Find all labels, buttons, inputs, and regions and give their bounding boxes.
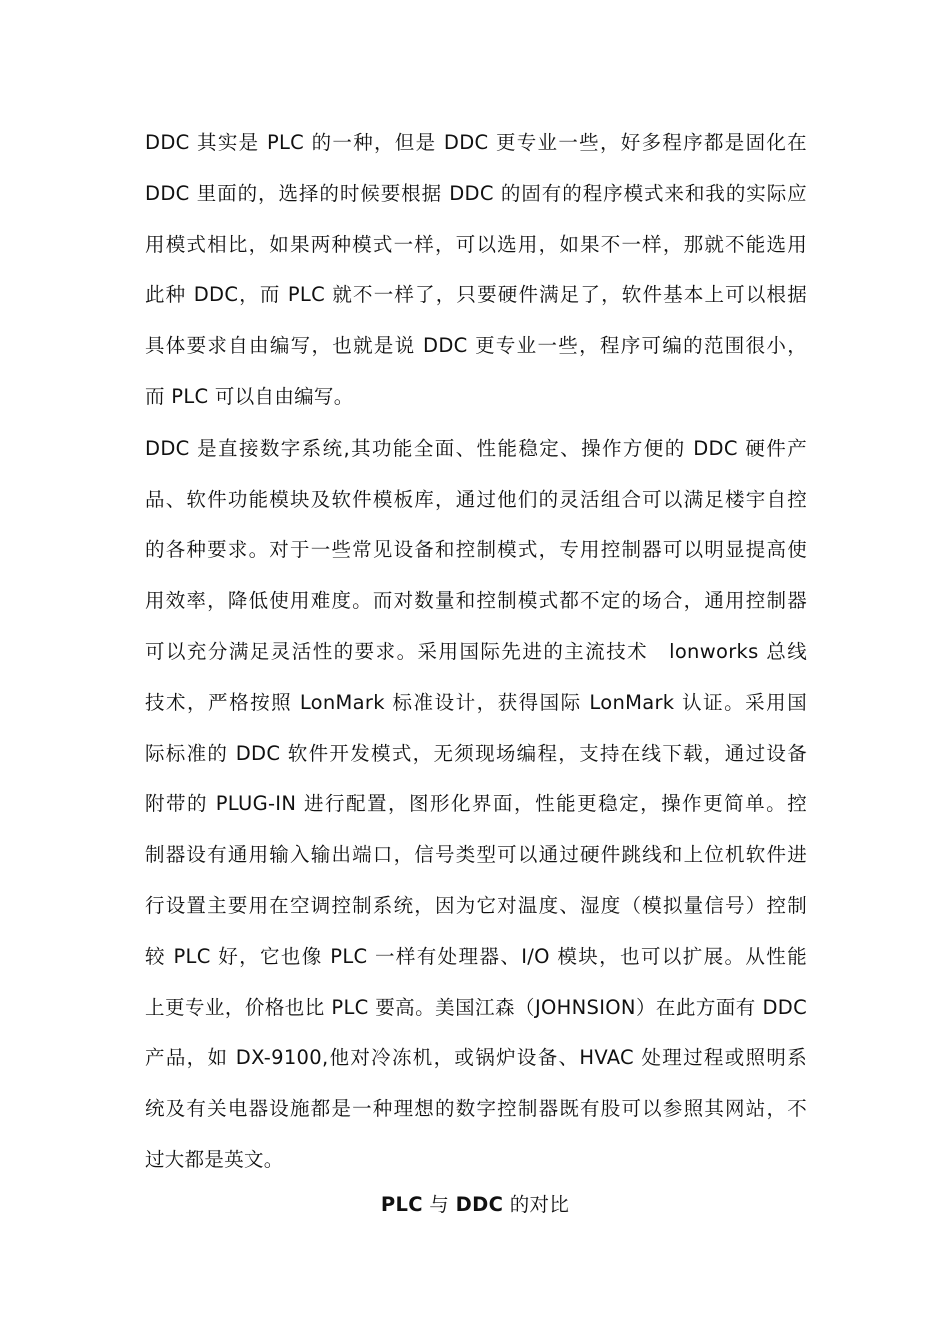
document-body xyxy=(145,118,807,1186)
paragraph-line: 际标准的 DDC 软件开发模式，无须现场编程，支持在线下载，通过设备 xyxy=(145,741,807,765)
paragraph-line: 而 PLC 可以自由编写。 xyxy=(145,384,354,408)
heading-suffix: 的对比 xyxy=(503,1193,570,1216)
paragraph-line: DDC 里面的，选择的时候要根据 DDC 的固有的程序模式来和我的实际应 xyxy=(145,181,807,205)
paragraph-line: 行设置主要用在空调控制系统，因为它对温度、湿度（模拟量信号）控制 xyxy=(145,893,807,917)
paragraph-line: 具体要求自由编写，也就是说 DDC 更专业一些，程序可编的范围很小， xyxy=(145,334,807,358)
paragraph-line: 过大都是英文。 xyxy=(145,1147,284,1171)
paragraph-line: 用模式相比，如果两种模式一样，可以选用，如果不一样，那就不能选用 xyxy=(145,232,807,256)
paragraph-line: 统及有关电器设施都是一种理想的数字控制器既有股可以参照其网站，不 xyxy=(145,1097,807,1121)
paragraph-line: 上更专业，价格也比 PLC 要高。美国江森（JOHNSION）在此方面有 DDC xyxy=(145,995,807,1019)
heading-conjunction: 与 xyxy=(422,1193,456,1216)
paragraph-2 xyxy=(145,424,807,1186)
paragraph-line: 较 PLC 好，它也像 PLC 一样有处理器、I/O 模块，也可以扩展。从性能 xyxy=(145,944,807,968)
paragraph-line: 附带的 PLUG-IN 进行配置，图形化界面，性能更稳定，操作更简单。控 xyxy=(145,792,807,816)
heading-plc: PLC xyxy=(380,1193,423,1216)
paragraph-line: DDC 是直接数字系统,其功能全面、性能稳定、操作方便的 DDC 硬件产 xyxy=(145,436,807,460)
paragraph-1 xyxy=(145,118,807,423)
paragraph-line: DDC 其实是 PLC 的一种，但是 DDC 更专业一些，好多程序都是固化在 xyxy=(145,131,807,154)
paragraph-line: 用效率，降低使用难度。而对数量和控制模式都不定的场合，通用控制器 xyxy=(145,589,807,613)
paragraph-line: 的各种要求。对于一些常见设备和控制模式，专用控制器可以明显提高使 xyxy=(145,538,807,562)
paragraph-line: 此种 DDC，而 PLC 就不一样了，只要硬件满足了，软件基本上可以根据 xyxy=(145,283,807,307)
paragraph-line: 产品，如 DX-9100,他对冷冻机，或锅炉设备、HVAC 处理过程或照明系 xyxy=(145,1046,807,1070)
paragraph-line: 技术，严格按照 LonMark 标准设计，获得国际 LonMark 认证。采用国 xyxy=(145,690,807,714)
paragraph-line: 可以充分满足灵活性的要求。采用国际先进的主流技术 lonworks 总线 xyxy=(145,639,807,663)
paragraph-line: 品、软件功能模块及软件模板库，通过他们的灵活组合可以满足楼宇自控 xyxy=(145,487,807,511)
section-heading xyxy=(0,1185,950,1225)
paragraph-line: 制器设有通用输入输出端口，信号类型可以通过硬件跳线和上位机软件进 xyxy=(145,843,807,867)
heading-ddc: DDC xyxy=(455,1193,504,1216)
